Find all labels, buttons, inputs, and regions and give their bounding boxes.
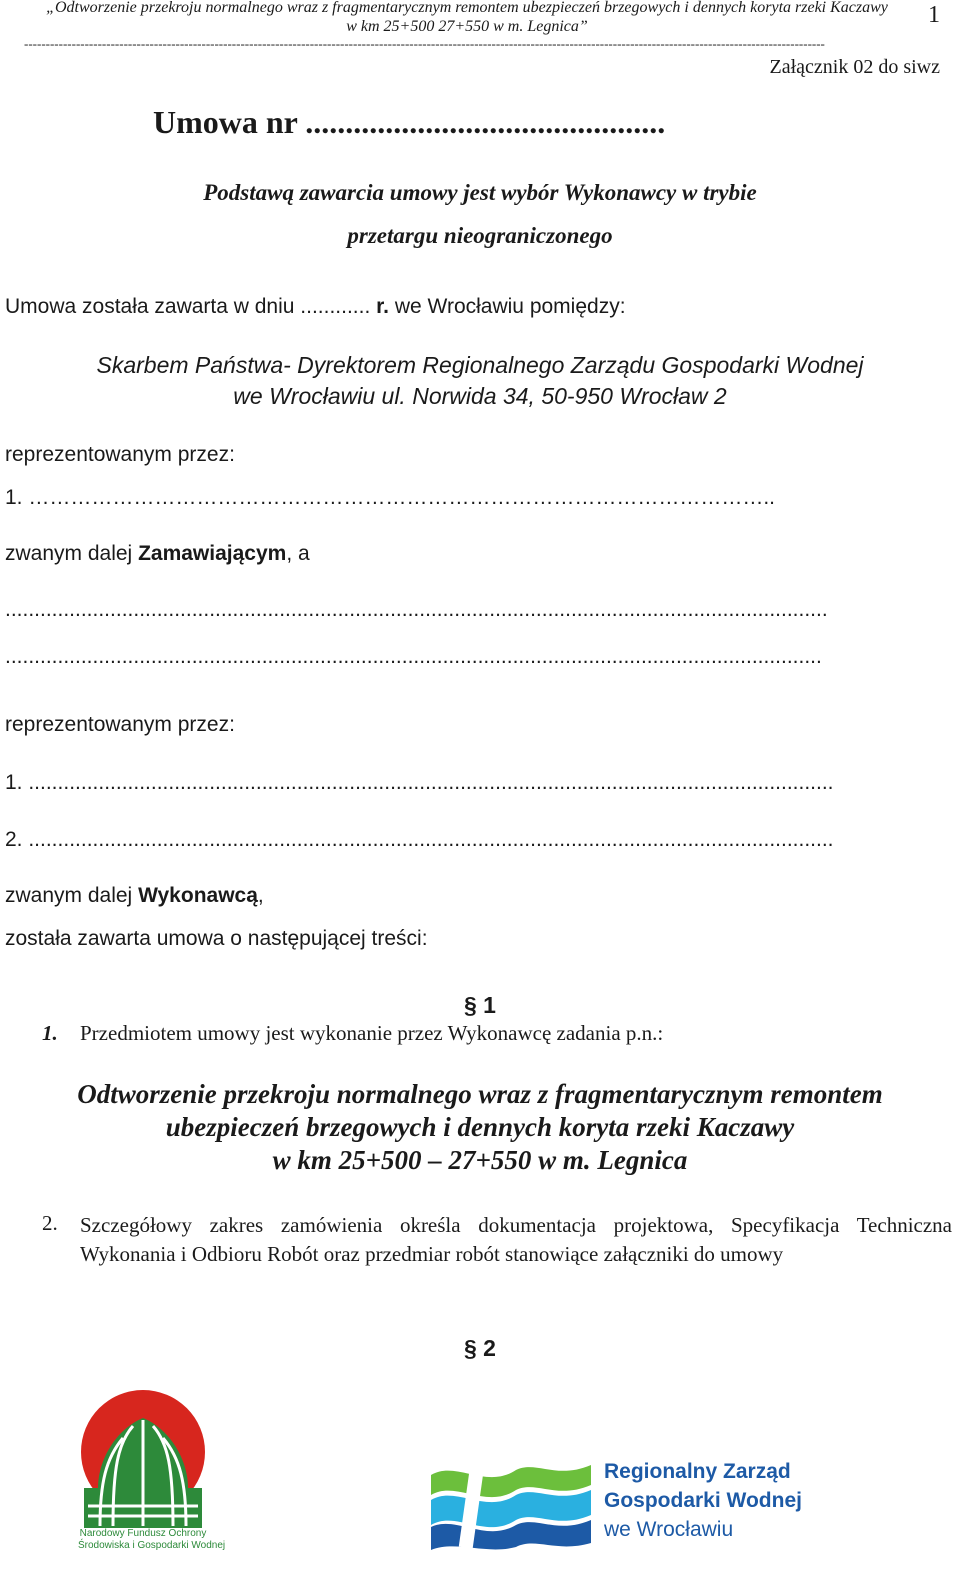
section-1-sign: § 1 [464,992,496,1018]
party1-line2: we Wrocławiu ul. Norwida 34, 50-950 Wrocław 2 [233,383,727,409]
called-contractor-line [5,884,264,908]
running-header-line1: „Odtworzenie przekroju normalnego wraz z fragmentarycznym remontem ubezpieczeń brzegowych i dennych koryta rzeki Kaczawy [46,0,888,16]
item-1-text: Przedmiotem umowy jest wykonanie przez Wykonawcę zadania p.n.: [80,1021,664,1045]
contractor-dots-line1: ............................................................................................................................................. [5,598,828,621]
concluded-bold: r. [370,295,389,318]
rzgw-text-line2: Gospodarki Wodnej [604,1489,802,1512]
section-2-sign: § 2 [464,1335,496,1361]
subject-line2: ubezpieczeń brzegowych i dennych koryta rzeki Kaczawy [165,1112,795,1142]
item-1-number: 1. [42,1021,58,1045]
party1-line1: Skarbem Państwa- Dyrektorem Regionalnego Zarządu Gospodarki Wodnej [96,352,864,378]
basis-line1: Podstawą zawarcia umowy jest wybór Wykonawcy w trybie [203,180,757,205]
nfos-logo [78,1388,226,1558]
nfos-emblem-icon [78,1388,208,1528]
concluded-line [5,295,626,319]
representative-2-line2: 2. .......................................................................................................................................... [5,828,834,851]
called-ordering-suffix: , a [286,542,310,565]
represented-label: reprezentowanym przez: [5,443,235,466]
page-number: 1 [928,2,940,28]
contract-title: Umowa nr ............................................. [153,104,666,140]
attachment-label: Załącznik 02 do siwz [769,56,940,78]
basis-line2: przetargu nieograniczonego [347,223,613,248]
called-ordering-bold: Zamawiającym [138,542,287,565]
concluded-prefix: Umowa została zawarta w dniu ............ [5,295,371,318]
subject-line3: w km 25+500 – 27+550 w m. Legnica [272,1145,688,1175]
called-ordering-line [5,542,310,566]
representative-2-line1: 1. .......................................................................................................................................... [5,771,834,794]
called-ordering-prefix: zwanym dalej [5,542,139,565]
running-header-line2: w km 25+500 27+550 w m. Legnica” [346,18,588,35]
subject-line1: Odtworzenie przekroju normalnego wraz z fragmentarycznym remontem [77,1079,883,1109]
rzgw-text-line3: we Wrocławiu [604,1518,734,1541]
called-contractor-prefix: zwanym dalej [5,884,139,907]
concluded-suffix: we Wrocławiu pomiędzy: [389,295,626,318]
nfos-text-line2: Środowiska i Gospodarki Wodnej [78,1540,226,1551]
represented-label-2: reprezentowanym przez: [5,713,235,736]
nfos-text-line1: Narodowy Fundusz Ochrony [79,1528,207,1539]
rzgw-logo [426,1455,846,1565]
header-divider: ----------------------------------------------------------------------------------------------------------------------------------------------------------------------------------------- [24,36,825,51]
rzgw-text-line1: Regionalny Zarząd [604,1460,791,1483]
item-2-text: Szczegółowy zakres zamówienia określa dokumentacja projektowa, Specyfikacja Techniczna Wykonania i Odbioru Robót oraz przedmiar robót stanowiące załączniki do umowy [80,1213,952,1266]
contents-intro: została zawarta umowa o następującej treści: [5,927,428,950]
rzgw-wave-icon [426,1455,596,1555]
item-2-number: 2. [42,1211,58,1235]
called-contractor-suffix: , [257,884,264,907]
representative-1-line: 1. …………………………………………………………………………………………….. [5,486,776,509]
contractor-dots-line2: ............................................................................................................................................ [5,645,822,668]
called-contractor-bold: Wykonawcą [138,884,258,907]
